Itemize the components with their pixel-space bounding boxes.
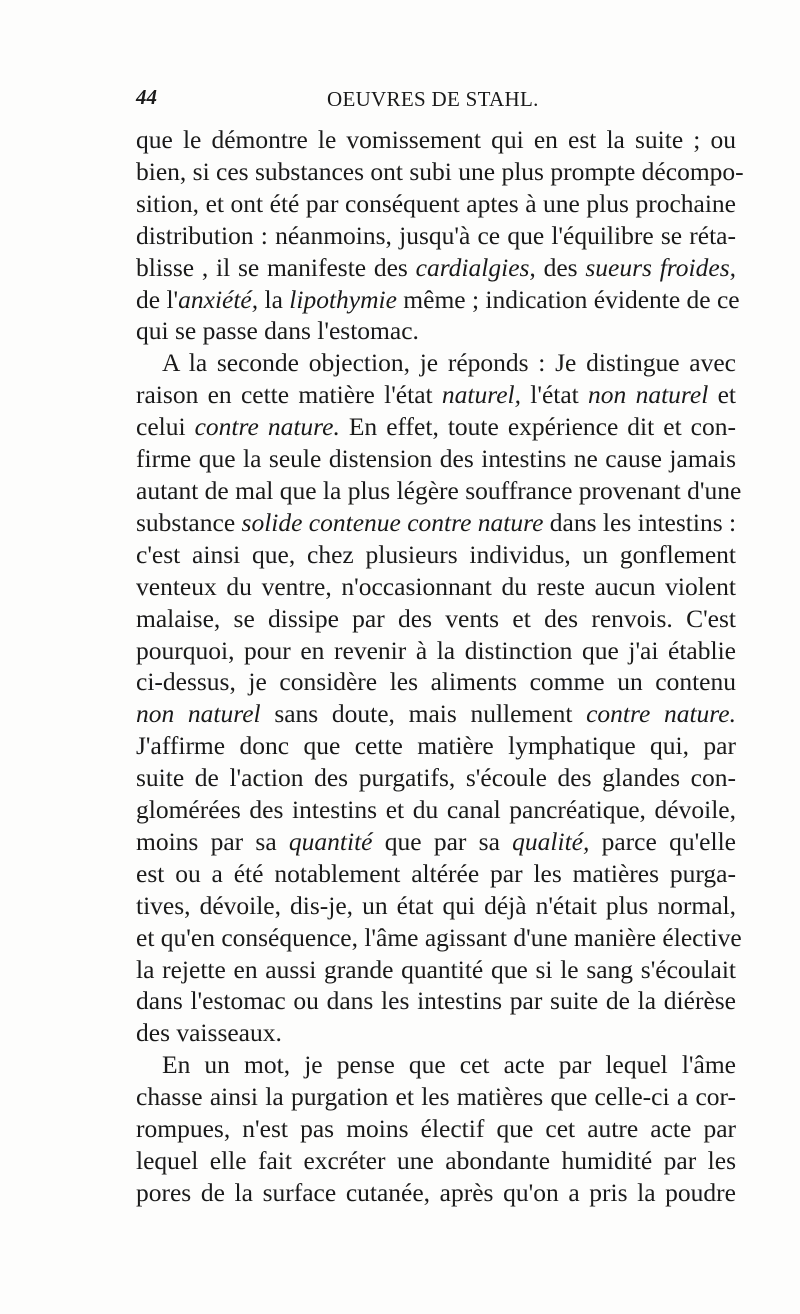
text-segment: rompues, n'est pas moins électif que cet autre acte par — [136, 1114, 736, 1144]
text-line — [136, 252, 736, 284]
italic-text: non naturel — [136, 699, 261, 729]
text-segment: dans les intestins : — [543, 507, 737, 537]
italic-text: sueurs froides, — [585, 252, 736, 282]
text-segment: l'état — [520, 380, 589, 410]
text-line — [136, 1113, 736, 1145]
italic-text: contre nature. — [194, 412, 340, 442]
text-segment: blisse , il se manifeste des — [136, 252, 416, 282]
text-line — [136, 347, 736, 379]
text-line — [136, 762, 736, 794]
text-line — [136, 858, 736, 890]
text-segment: et — [708, 380, 737, 410]
text-segment: moins par sa — [136, 826, 289, 856]
text-line — [136, 507, 736, 539]
text-segment: que par sa — [372, 826, 513, 856]
text-segment: et qu'en conséquence, l'âme agissant d'une manière élective — [136, 922, 742, 952]
text-line — [136, 1049, 736, 1081]
text-segment: A la seconde objection, je réponds : Je distingue avec — [162, 348, 736, 378]
italic-text: naturel, — [441, 380, 521, 410]
text-segment: est ou a été notablement altérée par les matières purga- — [136, 858, 736, 888]
text-segment: c'est ainsi que, chez plusieurs individus, un gonflement — [136, 539, 736, 569]
text-line — [136, 635, 736, 667]
text-segment: chasse ainsi la purgation et les matières que celle-ci a cor- — [136, 1082, 736, 1112]
text-line — [136, 985, 736, 1017]
text-segment: malaise, se dissipe par des vents et des renvois. C'est — [136, 603, 736, 633]
text-segment: parce qu'elle — [589, 826, 736, 856]
italic-text: qualité, — [512, 826, 590, 856]
text-segment: dans l'estomac ou dans les intestins par suite de la diérèse — [136, 986, 736, 1016]
text-line — [136, 954, 736, 986]
text-segment: pourquoi, pour en revenir à la distinction que j'ai établie — [136, 635, 736, 665]
text-line — [136, 379, 736, 411]
text-line — [136, 1017, 736, 1049]
text-line — [136, 475, 742, 507]
text-line — [136, 730, 736, 762]
text-line — [136, 922, 742, 954]
running-head: OEUVRES DE STAHL. — [327, 87, 539, 111]
italic-text: solide contenue contre nature — [241, 507, 544, 537]
text-segment: bien, si ces substances ont subi une plus prompte décompo- — [136, 156, 744, 186]
text-segment: la — [258, 284, 290, 314]
text-line — [136, 156, 744, 188]
text-segment: sans doute, mais nullement — [260, 699, 587, 729]
italic-text: contre nature. — [586, 699, 736, 729]
text-segment: pores de la surface cutanée, après qu'on a pris la poudre — [136, 1177, 736, 1207]
text-segment: tives, dévoile, dis-je, un état qui déjà n'était plus normal, — [136, 890, 736, 920]
text-line — [136, 666, 736, 698]
text-segment: des vaisseaux. — [136, 1018, 282, 1048]
text-line — [136, 315, 736, 347]
text-segment: J'affirme donc que cette matière lymphatique qui, par — [136, 731, 736, 761]
page-header — [0, 85, 800, 115]
text-segment: glomérées des intestins et du canal pancréatique, dévoile, — [136, 795, 736, 825]
text-line — [136, 443, 736, 475]
italic-text: cardialgies, — [415, 252, 536, 282]
text-segment: substance — [136, 507, 242, 537]
text-segment: lequel elle fait excréter une abondante humidité par les — [136, 1146, 736, 1175]
text-segment: En effet, toute expérience dit et con- — [339, 412, 736, 442]
page-number: 44 — [136, 85, 157, 109]
text-line — [136, 698, 736, 730]
text-line — [136, 1081, 736, 1113]
text-segment: celui — [136, 412, 195, 442]
text-line — [136, 1145, 736, 1177]
text-segment: ci-dessus, je considère les aliments comme un contenu — [136, 667, 736, 697]
text-line — [136, 539, 736, 571]
text-line — [136, 826, 736, 858]
italic-text: quantité — [288, 826, 373, 856]
text-segment: En un mot, je pense que cet acte par lequel l'âme — [162, 1050, 736, 1080]
text-segment: firme que la seule distension des intestins ne cause jamais — [136, 444, 736, 474]
text-segment: sition, et ont été par conséquent aptes à une plus prochaine — [136, 188, 736, 218]
text-line — [136, 1177, 736, 1209]
text-segment: raison en cette matière l'état — [136, 380, 442, 410]
text-segment: la rejette en aussi grande quantité que si le sang s'écoulait — [136, 954, 736, 984]
text-segment: que le démontre le vomissement qui en est la suite ; ou — [136, 125, 736, 154]
text-segment: de l' — [136, 284, 179, 314]
text-line — [136, 411, 736, 443]
body-text — [136, 124, 744, 1209]
text-segment: autant de mal que la plus légère souffrance provenant d'une — [136, 475, 742, 505]
text-segment: venteux du ventre, n'occasionnant du reste aucun violent — [136, 571, 736, 601]
text-segment: distribution : néanmoins, jusqu'à ce que l'équilibre se réta- — [136, 220, 736, 250]
text-line — [136, 794, 736, 826]
text-segment: des — [535, 252, 586, 282]
text-line — [136, 284, 740, 316]
text-line — [136, 124, 736, 156]
text-line — [136, 188, 736, 220]
italic-text: non naturel — [588, 380, 709, 410]
text-segment: qui se passe dans l'estomac. — [136, 316, 419, 346]
text-line — [136, 571, 736, 603]
text-line — [136, 220, 736, 252]
text-line — [136, 603, 736, 635]
italic-text: anxiété, — [178, 284, 259, 314]
italic-text: lipothymie — [289, 284, 397, 314]
text-segment: suite de l'action des purgatifs, s'écoule des glandes con- — [136, 763, 736, 793]
text-line — [136, 890, 736, 922]
text-segment: même ; indication évidente de ce — [396, 284, 740, 314]
